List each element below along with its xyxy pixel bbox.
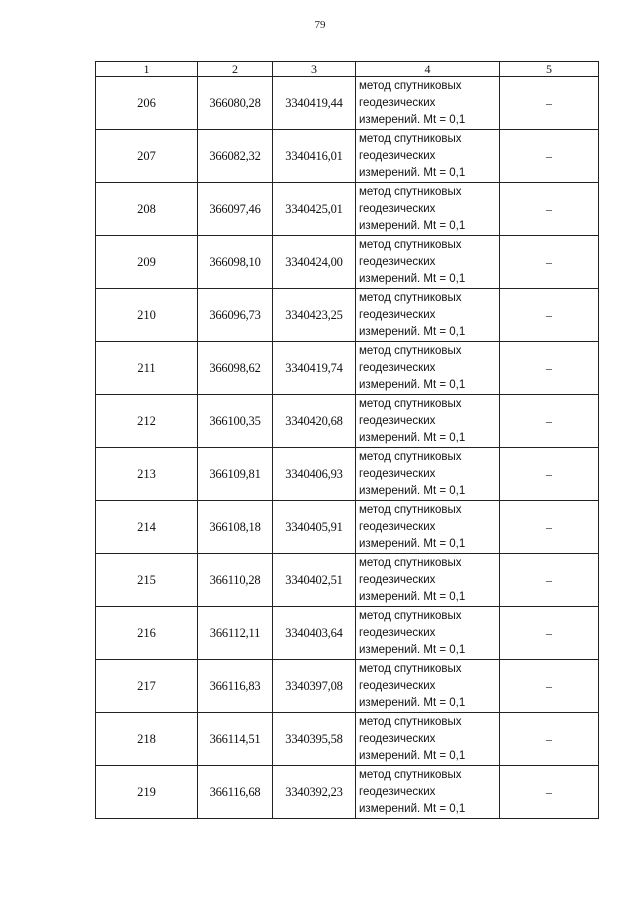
point-number-cell: 217 bbox=[96, 660, 198, 713]
method-cell: метод спутниковых геодезических измерений. Mt = 0,1 bbox=[356, 183, 500, 236]
x-coordinate-cell: 366100,35 bbox=[198, 395, 273, 448]
x-coordinate-cell: 366080,28 bbox=[198, 77, 273, 130]
note-cell: – bbox=[500, 554, 599, 607]
method-cell: метод спутниковых геодезических измерений. Mt = 0,1 bbox=[356, 289, 500, 342]
method-cell: метод спутниковых геодезических измерений. Mt = 0,1 bbox=[356, 448, 500, 501]
x-coordinate-cell: 366098,10 bbox=[198, 236, 273, 289]
y-coordinate-cell: 3340425,01 bbox=[273, 183, 356, 236]
x-coordinate-cell: 366114,51 bbox=[198, 713, 273, 766]
point-number-cell: 207 bbox=[96, 130, 198, 183]
x-coordinate-cell: 366096,73 bbox=[198, 289, 273, 342]
x-coordinate-cell: 366116,68 bbox=[198, 766, 273, 819]
column-header-5: 5 bbox=[500, 62, 599, 77]
point-number-cell: 211 bbox=[96, 342, 198, 395]
table-row bbox=[96, 501, 599, 554]
note-cell: – bbox=[500, 183, 599, 236]
y-coordinate-cell: 3340392,23 bbox=[273, 766, 356, 819]
point-number-cell: 214 bbox=[96, 501, 198, 554]
method-cell: метод спутниковых геодезических измерений. Mt = 0,1 bbox=[356, 501, 500, 554]
y-coordinate-cell: 3340395,58 bbox=[273, 713, 356, 766]
note-cell: – bbox=[500, 607, 599, 660]
header-row bbox=[96, 62, 599, 77]
x-coordinate-cell: 366110,28 bbox=[198, 554, 273, 607]
note-cell: – bbox=[500, 130, 599, 183]
table-row bbox=[96, 77, 599, 130]
point-number-cell: 209 bbox=[96, 236, 198, 289]
x-coordinate-cell: 366116,83 bbox=[198, 660, 273, 713]
point-number-cell: 218 bbox=[96, 713, 198, 766]
table-header bbox=[96, 62, 599, 77]
table-row bbox=[96, 554, 599, 607]
point-number-cell: 208 bbox=[96, 183, 198, 236]
page-number: 79 bbox=[314, 19, 326, 31]
coordinates-table bbox=[95, 61, 599, 819]
column-header-1: 1 bbox=[96, 62, 198, 77]
table-row bbox=[96, 660, 599, 713]
y-coordinate-cell: 3340402,51 bbox=[273, 554, 356, 607]
column-header-4: 4 bbox=[356, 62, 500, 77]
y-coordinate-cell: 3340424,00 bbox=[273, 236, 356, 289]
note-cell: – bbox=[500, 660, 599, 713]
point-number-cell: 206 bbox=[96, 77, 198, 130]
note-cell: – bbox=[500, 77, 599, 130]
x-coordinate-cell: 366108,18 bbox=[198, 501, 273, 554]
note-cell: – bbox=[500, 289, 599, 342]
table-row bbox=[96, 395, 599, 448]
x-coordinate-cell: 366109,81 bbox=[198, 448, 273, 501]
table-row bbox=[96, 236, 599, 289]
method-cell: метод спутниковых геодезических измерений. Mt = 0,1 bbox=[356, 236, 500, 289]
x-coordinate-cell: 366097,46 bbox=[198, 183, 273, 236]
y-coordinate-cell: 3340403,64 bbox=[273, 607, 356, 660]
method-cell: метод спутниковых геодезических измерений. Mt = 0,1 bbox=[356, 766, 500, 819]
point-number-cell: 219 bbox=[96, 766, 198, 819]
point-number-cell: 215 bbox=[96, 554, 198, 607]
note-cell: – bbox=[500, 766, 599, 819]
method-cell: метод спутниковых геодезических измерений. Mt = 0,1 bbox=[356, 395, 500, 448]
note-cell: – bbox=[500, 448, 599, 501]
method-cell: метод спутниковых геодезических измерений. Mt = 0,1 bbox=[356, 342, 500, 395]
y-coordinate-cell: 3340406,93 bbox=[273, 448, 356, 501]
table-row bbox=[96, 766, 599, 819]
y-coordinate-cell: 3340405,91 bbox=[273, 501, 356, 554]
table-row bbox=[96, 607, 599, 660]
note-cell: – bbox=[500, 342, 599, 395]
column-header-2: 2 bbox=[198, 62, 273, 77]
y-coordinate-cell: 3340419,74 bbox=[273, 342, 356, 395]
note-cell: – bbox=[500, 501, 599, 554]
method-cell: метод спутниковых геодезических измерений. Mt = 0,1 bbox=[356, 660, 500, 713]
table-row bbox=[96, 130, 599, 183]
method-cell: метод спутниковых геодезических измерений. Mt = 0,1 bbox=[356, 130, 500, 183]
table-row bbox=[96, 183, 599, 236]
y-coordinate-cell: 3340423,25 bbox=[273, 289, 356, 342]
method-cell: метод спутниковых геодезических измерений. Mt = 0,1 bbox=[356, 607, 500, 660]
y-coordinate-cell: 3340419,44 bbox=[273, 77, 356, 130]
table-row bbox=[96, 448, 599, 501]
note-cell: – bbox=[500, 395, 599, 448]
x-coordinate-cell: 366112,11 bbox=[198, 607, 273, 660]
method-cell: метод спутниковых геодезических измерений. Mt = 0,1 bbox=[356, 554, 500, 607]
point-number-cell: 212 bbox=[96, 395, 198, 448]
table-row bbox=[96, 713, 599, 766]
method-cell: метод спутниковых геодезических измерений. Mt = 0,1 bbox=[356, 77, 500, 130]
point-number-cell: 210 bbox=[96, 289, 198, 342]
y-coordinate-cell: 3340397,08 bbox=[273, 660, 356, 713]
x-coordinate-cell: 366098,62 bbox=[198, 342, 273, 395]
table-row bbox=[96, 342, 599, 395]
table-row bbox=[96, 289, 599, 342]
table-body bbox=[96, 77, 599, 819]
point-number-cell: 213 bbox=[96, 448, 198, 501]
method-cell: метод спутниковых геодезических измерений. Mt = 0,1 bbox=[356, 713, 500, 766]
note-cell: – bbox=[500, 713, 599, 766]
point-number-cell: 216 bbox=[96, 607, 198, 660]
column-header-3: 3 bbox=[273, 62, 356, 77]
x-coordinate-cell: 366082,32 bbox=[198, 130, 273, 183]
y-coordinate-cell: 3340420,68 bbox=[273, 395, 356, 448]
note-cell: – bbox=[500, 236, 599, 289]
y-coordinate-cell: 3340416,01 bbox=[273, 130, 356, 183]
